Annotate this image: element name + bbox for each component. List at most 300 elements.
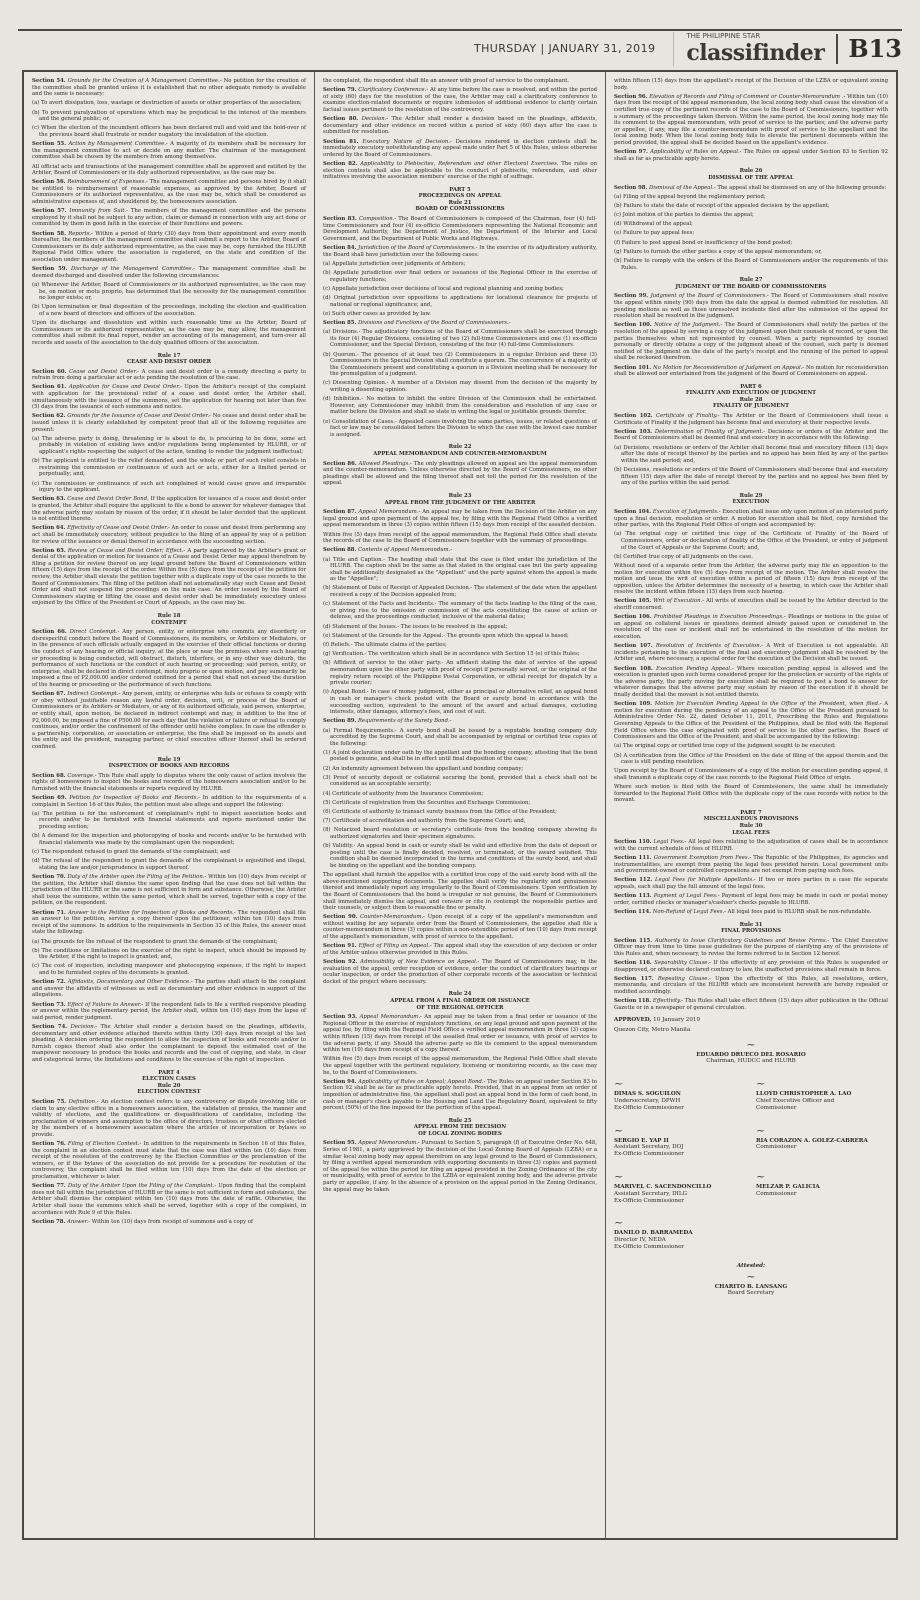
section-title: Motion for Execution Pending Appeal to the Office of the President, when filed.- [654, 701, 882, 708]
signature-mark: ~ [756, 1123, 766, 1137]
section-paragraph [614, 893, 888, 906]
issue-date: THURSDAY | JANUARY 31, 2019 [474, 42, 656, 55]
section-number: Section 61. [32, 384, 67, 391]
section-text: All legal fees paid to HLURB shall be non-refundable. [727, 908, 872, 915]
section-number: Section 86. [323, 460, 357, 467]
rule-heading: Rule 17 CEASE AND DESIST ORDER [126, 352, 212, 366]
section-number: Section 64. [32, 525, 66, 532]
section-title: Non-Refund of Legal Fees.- [652, 908, 726, 915]
section-text: If two or more parties in a case file separate appeals, each shall pay the full amount of the legal fees. [614, 877, 889, 890]
section-text: Pursuant to Section 5, paragraph (f) of Executive Order No. 648, Series of 1981, a party aggrieved by the decision of the Local Zoning Board of Appeals (LZBA) or a similar local zoning body may appeal therefrom on any legal ground to the Board of Commissioners, by filing a verified appeal memorandum with supporting documents in three (3) copies and payment of the appeal fee within the period for filing an appeal provided in the Zoning Ordinance of the city or municipality, with proof of service to the LZBA or equivalent zoning body, and the adverse private party or appellee, if any. In the absence of a provision on the appeal period in the Zoning Ordinance, the appeal may be taken [323, 1140, 597, 1193]
section-number: Section 67. [32, 691, 66, 698]
header-rule [18, 29, 902, 31]
section-paragraph [323, 161, 597, 181]
section-text: In addition to the requirements in Section 16 of this Rules, the complaint in an election contest must state that the case was filed within ten (10) days from receipt of the resolution of the controversy by the Election Committee or the proclamation of the winners, or if the bylaws of the association do not provide for a procedure for resolution of the controversy, the complaint shall be filed within ten (10) days from the date of the election or proclamation, whichever is later. [32, 1141, 307, 1181]
section-title: Duty of the Arbiter Upon the Filing of the Complaint.- [67, 1183, 217, 1190]
signatory-name: SERGIO E. YAP II [614, 1137, 669, 1144]
section-number: Section 98. [614, 184, 648, 191]
section-text: A cease and desist order is a remedy directing a party to refrain from doing a particular act or acts pending the resolution of the case. [32, 368, 306, 382]
section-title: Decision.- [70, 1024, 98, 1030]
section-title: Coverage.- [67, 772, 97, 779]
list-item: (a) Divisions.- The adjudicatory functions of the Board of Commissioners shall be exercised through its four (4) Regular Divisions, consisting of two (2) full-time Commissioners and one (1) ex-officio Commissioner, and the Special Division, consisting of the four (4) full-time Commissioners. [323, 329, 597, 349]
signatory-title: Commissioner [756, 1104, 797, 1111]
list-item: (f) Failure to post appeal bond or insufficiency of the bond posted; [614, 239, 793, 246]
section-text: The appeal shall stay the execution of any decision or order of the Arbiter unless otherwise provided in this Rules. [323, 943, 598, 956]
section-paragraph [323, 216, 597, 242]
section-title: Decision.- [361, 116, 389, 123]
section-paragraph [614, 909, 888, 916]
section-text: The Board of Commissioners shall notify the parties of the resolution of the appeal by serving a copy of the judgment upon their counsels of record, or upon the parties themselves when not represented by counsel. When a party represented by counsel personally or directly obtains a copy of the judgment ahead of the counsel, such party is deemed notified of the judgment on the date of the party's receipt and the running of the period to appeal shall be reckoned therefrom. [614, 322, 888, 362]
signatory-title: Chief Executive Officer and [756, 1098, 835, 1105]
section-number: Section 83. [323, 216, 357, 223]
paragraph: Where such motion is filed with the Board of Commissioners, the same shall be immediately forwarded to the Regional Field Office with the duplicate copy of the case records with notice to the movant. [614, 784, 888, 804]
list-item: (b) A demand for the inspection and photocopying of books and records and/or to be furnished with financial statements was made by the complainant upon the respondent; [32, 833, 306, 846]
section-text: Decisions or orders of the Arbiter and the Board of Commissioners shall be deemed final and executory in accordance with the following: [614, 428, 888, 442]
list-item: (e) Failure to pay appeal fees; [614, 230, 695, 237]
section-title: Legal Fees.- [653, 839, 687, 846]
section-text: An appeal may be taken from a final order or issuance of the Regional Officer in the exercise of regulatory functions, on any legal ground and upon payment of the appeal fee, by filing with the Regional Field Office a verified appeal memorandum in three (3) copies within fifteen (15) days from receipt of the assailed final order or issuance, with proof of service to the adverse party, if any. Should the adverse party so file its comment to the appeal memorandum within ten (10) days from receipt of a copy thereof. [323, 1014, 597, 1054]
signatory-title: Assistant Secretary, DOJ [614, 1144, 684, 1151]
section-paragraph [32, 369, 306, 382]
attestation-block [614, 1263, 888, 1297]
section-text: The management committee and persons hired by it shall be entitled to reimbursement of reasonable expenses, as approved by the Arbiter, Board of Commissioners or its authorized representative, as the case may be, which shall be considered as administrative expenses of, and shouldered by, the homeowners association. [32, 179, 307, 206]
section-paragraph [32, 413, 306, 433]
section-paragraph [323, 943, 597, 956]
section-paragraph [32, 208, 306, 228]
section-text: At any time before the case is resolved, and within the period of sixty (60) days for the resolution of the case, the Arbiter may call a clarificatory conference to examine election-related documents or require submission of additional evidence to clarify certain factual issues pertinent to the resolution of the controversy. [323, 87, 598, 113]
list-item: (b) A certification from the Office of the President on the date of filing of the appeal therein and the case is still pending resolution. [614, 752, 888, 766]
section-number: Section 80. [323, 116, 359, 123]
list-item: (g) Verification.- The verification which shall be in accordance with Section 15 (e) of this Rules; [323, 651, 580, 658]
section-text: Any person, entity, or enterprise who fails or refuses to comply with or obey without justifiable reason any lawful order, decision, writ, or process of the Board of Commissioners or its Arbiters or Mediators, or any of its authorized officials, said person, enterprise, or entity shall, upon motion, be declared in indirect contempt and may, in addition to the fine of P2,000.00, be imposed a fine of P500.00 for each day that the violation or failure or refusal to comply continues, and/or order the confinement of the offender until he/she complies. In case the offender is a partnership, corporation, or association or enterprise, the fine shall be imposed on its assets and the entity and the president, managing partner, or chief executive officer thereof shall be ordered confined. [32, 691, 307, 750]
list-item: (f) Reliefs.- The ultimate claims of the parties; [323, 642, 447, 648]
section-text: The Board of Commissioners shall resolve the appeal within ninety (90) days from the date the appeal is deemed submitted for resolution. All pending motions as well as those unresolved incidents filed after the submission of the appeal for resolution shall be resolved in the judgment. [614, 293, 888, 320]
section-paragraph [614, 149, 888, 162]
section-number: Section 72. [32, 979, 66, 986]
section-text: Pleadings or motions in the guise of an appeal on collateral issues or questions deemed already passed upon or considered in the resolution of the case or incident shall not be entertained in the resolution of the motion for execution. [614, 614, 889, 641]
list-item: (c) The respondent refused to grant the demands of the complainant; and [32, 849, 231, 855]
list-item: (e) Statement of the Grounds for the Appeal.- The grounds upon which the appeal is based; [323, 632, 569, 639]
signatory-name: EDUARDO DRUECO DEL ROSARIO [696, 1051, 806, 1058]
section-title: Appeal Memorandum.- [358, 509, 421, 516]
approved-label: APPROVED, [614, 1017, 652, 1024]
section-paragraph [323, 509, 597, 529]
section-number: Section 88. [323, 547, 357, 554]
signatory-title: Commissioner [756, 1190, 797, 1197]
section-number: Section 96. [614, 93, 648, 100]
section-number: Section 60. [32, 368, 67, 375]
section-title: Resolution of Incidents of Execution.- [655, 643, 764, 650]
section-number: Section 99. [614, 293, 649, 300]
list-item: (h) Failure to comply with the orders of the Board of Commissioners and/or the requirements of this Rules. [614, 258, 888, 271]
paragraph: All official acts and transactions of the management committee shall be approved and ratified by the Arbiter, Board of Commissioners or its duly authorized representative, as the case may be. [32, 163, 306, 177]
section-paragraph [323, 1140, 597, 1193]
section-title: Dismissal of the Appeal.- [649, 184, 716, 191]
paragraph: Upon its discharge and dissolution and within such reasonable time as the Arbiter, Board of Commissioners or its authorized representative, as the case may be, may allow, the management committee shall submit its final report, render an accounting of its management, and turn-over all records and assets of the association to the duly qualified officers of the association. [32, 320, 306, 346]
section-paragraph [323, 914, 597, 940]
legal-notice-box [22, 70, 898, 1540]
section-number: Section 79. [323, 87, 357, 94]
approval-block [614, 1017, 888, 1297]
signatory [614, 1170, 746, 1204]
section-text: An appeal may be taken from the Decision of the Arbiter on any legal ground and upon payment of the appeal fee, by filing with the Regional Field Office a verified appeal memorandum in three (3) copies within fifteen (15) days from receipt of the assailed decision. [323, 509, 598, 529]
rule-heading: Rule 18 CONTEMPT [151, 613, 187, 626]
rule-heading: Rule 29 EXECUTION [732, 492, 770, 506]
list-item: (d) The refusal of the respondent to grant the demands of the complainant is unjustified and illegal, stating the law and/or jurisprudence in support thereof. [32, 858, 306, 871]
list-item: (i) Appeal Bond.- In case of money judgment, either as principal or alternative relief, an appeal bond in cash or manager's check posted with the Board or surety bond in accordance with the succeeding section, equivalent to the amount of the award and actual damages, excluding interests, other damages, attorney's fees, and cost of suit. [323, 689, 597, 716]
signature-mark: ~ [756, 1077, 766, 1091]
section-number: Section 112. [614, 877, 653, 884]
section-text: A Writ of Execution is not appealable. All incidents pertaining to the execution of the final and executory judgment shall be resolved by the Arbiter and, where necessary, a special order for the execution of the Decision shall be issued. [614, 643, 888, 663]
section-text: A motion for execution during the pendency of an appeal to the Office of the President pursuant to Administrative Order No. 22, dated October 11, 2011, Prescribing the Rules and Regulations Governing Appeals to the Office of the President of the Philippines, shall be filed with the Regional Field Office where the case originated with proof of service to the other parties, the Board of Commissioners and the Office of the President, and shall be accompanied by the following: [614, 701, 889, 741]
section-title: No Motion for Reconsideration of Judgment on Appeal.- [653, 364, 805, 371]
rule-heading: Rule 25 APPEAL FROM THE DECISION OF LOCAL ZONING BODIES [413, 1117, 507, 1137]
section-number: Section 90. [323, 914, 358, 921]
section-number: Section 73. [32, 1001, 66, 1008]
section-paragraph [614, 855, 888, 875]
section-number: Section 71. [32, 909, 66, 916]
section-text: The Arbiter shall render a decision based on the pleadings, affidavits, documentary and other evidence attached thereto within thirty (30) days from receipt of the last pleading. A decision ordering the respondent to allow the inspection of books and records and/or to furnish copies thereof shall also order the complainant to deposit the estimated cost of the manpower necessary to produce the books and records and the cost of copying, and state, in clear and categorical terms, the limitations and conditions to the exercise of the right of inspection. [32, 1024, 307, 1063]
section-number: Section 76. [32, 1141, 66, 1148]
section-title: Elevation of Records and Filing of Comment or Counter-Memorandum .- [649, 93, 846, 100]
list-item: (6) Certificate of authority to transact surety business from the Office of the President; [323, 809, 557, 815]
section-text: All writs of execution shall be issued by the Arbiter directed to the sheriff concerned. [614, 598, 889, 612]
signatory-title: Undersecretary, DPWH [614, 1098, 681, 1105]
section-number: Section 65. [32, 547, 66, 554]
section-text: No cease and desist order shall be issued unless it is clearly established by competent proof that all of the following requisites are present: [32, 413, 307, 433]
section-text: No motion for reconsideration shall be allowed nor entertained from the judgment of the Board of Commissioners on appeal. [614, 364, 888, 378]
section-number: Section 58. [32, 230, 66, 237]
section-number: Section 114. [614, 908, 652, 915]
section-text: The Chief Executive Officer may from time to time issue guidelines for the purpose of clarifying any of the provisions of this Rules and, when necessary, to revise the forms referred to in Section 12 hereof. [614, 937, 888, 957]
paragraph: within fifteen (15) days from the appellant's receipt of the Decision of the LZBA or equivalent zoning body. [614, 78, 888, 91]
paragraph: the complaint, the respondent shall file an answer with proof of service to the complainant. [323, 78, 570, 84]
section-text: The Board of Commissioners is composed of the Chairman, four (4) full-time Commissioners and four (4) ex-officio Commissioners representing the National Economic and Development Authority, the Department of Justice, the Department of the Interior and Local Government, and the Department of Public Works and Highways. [323, 216, 597, 242]
section-title: Answer.- [67, 1218, 91, 1225]
section-title: Effectivity of Cease and Desist Order.- [67, 525, 170, 532]
section-number: Section 85. [323, 319, 357, 326]
section-paragraph [614, 839, 888, 852]
section-paragraph [323, 959, 597, 985]
section-paragraph [323, 1014, 597, 1054]
section-text: The Board of Commissioners may, in the evaluation of the appeal, order reception of evidence, order the conduct of clarificatory hearings or ocular inspection, or order the production of other corporate records of the association or technical docket of the project where necessary. [323, 959, 598, 985]
section-title: Petition for Inspection of Books and Records.- [69, 795, 200, 802]
section-title: Grounds for the Issuance of Cease and Desist Order.- [67, 413, 211, 420]
section-title: Allowed Pleadings.- [358, 460, 412, 467]
list-item: (c) The commission or continuance of such act complained of would cause grave and irreparable injury to the applicant. [32, 480, 306, 494]
section-text: In the exercise of its adjudicatory authority, the Board shall have jurisdiction over the following cases: [323, 245, 597, 258]
rule-heading: Rule 24 APPEAL FROM A FINAL ORDER OR ISSUANCE OF THE REGIONAL OFFICER [390, 991, 530, 1011]
section-name: classifinder [686, 40, 825, 66]
section-title: Applicability of Rules on Appeal.- [650, 149, 742, 156]
section-title: Authority to Issue Clarificatory Guidelines and Revise Forms.- [654, 937, 830, 944]
section-paragraph [32, 141, 306, 161]
paragraph: Within five (5) days from receipt of the appeal memorandum, the Regional Field Office shall elevate the records of the case to the Board of Commissioners together with the summary of proceedings. [323, 531, 597, 545]
section-title: Prohibited Pleadings in Execution Proceedings.- [653, 614, 786, 621]
section-paragraph [32, 266, 306, 279]
list-item: (c) When the election of the incumbent officers has been declared null and void and the hold-over of the previous board shall frustrate or render nugatory the invalidation of the election. [32, 125, 306, 138]
section-text: Upon the Arbiter's receipt of the complaint with application for the provisional relief of a cease and desist order, the Arbiter shall, simultaneously with the issuance of the summons, set the application for hearing not later than five (5) days from the issuance of such summons and notice. [32, 384, 307, 411]
section-number: Section 105. [614, 598, 652, 605]
signature-mark: ~ [614, 1123, 624, 1137]
list-item: (d) Inhibition.- No motion to inhibit the entire Division of the Commission shall be entertained. However, any Commissioner may inhibit from the consideration and resolution of any case or matter before the Division and shall so state in writing the legal or justifiable grounds therefor. [323, 396, 597, 416]
section-number: Section 107. [614, 643, 653, 650]
list-item: (b) Validity.- An appeal bond in cash or surety shall be valid and effective from the date of deposit or posting until the case is finally decided, resolved, or terminated, or the award satisfied. This condition shall be deemed incorporated in the terms and conditions of the surety bond, and shall be binding on the appellant and the bonding company. [323, 843, 597, 869]
section-number: Section 106. [614, 614, 652, 621]
section-text: Upon receipt of a copy of the appellant's memorandum and without waiting for any separate order from the Board of Commissioners, the appellee shall file a counter-memorandum in three (3) copies within a non-extendible period of ten (10) days from receipt of the appellant's memorandum, with proof of service to the appellant. [323, 914, 598, 941]
signatory [756, 1170, 888, 1204]
signature-mark: ~ [746, 1037, 756, 1051]
section-text: Execution shall issue only upon motion of an interested party upon a final decision, resolution or order. A motion for execution shall be filed, copy furnished the other parties, with the Regional Field Office of origin and accompanied by: [614, 508, 888, 529]
section-text: The appeal shall be dismissed on any of the following grounds: [717, 184, 887, 191]
rule-heading: Rule 26 DISMISSAL OF THE APPEAL [708, 168, 794, 181]
section-title: Duty of the Arbiter upon the Filing of the Petition.- [67, 873, 207, 880]
section-title: Affidavits, Documentary and Other Evidence.- [67, 979, 193, 986]
list-item: (b) Failure to state the date of receipt of the appealed decision by the appellant; [614, 202, 830, 209]
section-number: Section 68. [32, 772, 66, 779]
signatory-title: Commissioner [756, 1144, 797, 1151]
list-item: (5) Certificate of registration from the Securities and Exchange Commission; [323, 799, 531, 806]
signature-mark: ~ [756, 1170, 766, 1183]
section-text: The Arbiter or the Board of Commissioners shall issue a Certificate of Finality if the judgment has become final and executory at their respective levels. [614, 413, 889, 426]
list-item: (3) Proof of security deposit or collateral securing the bond, provided that a check shall not be considered as an acceptable security; [323, 774, 597, 788]
section-title: Answer to the Petition for Inspection of Books and Records.- [68, 909, 236, 916]
signature-mark: ~ [614, 1077, 624, 1091]
attested-label: Attested: [736, 1262, 766, 1269]
section-title: Effect of Filing an Appeal.- [358, 943, 432, 950]
section-number: Section 55. [32, 141, 67, 148]
list-item: (e) Such other cases as provided by law. [323, 310, 431, 317]
rule-heading: Rule 31 FINAL PROVISIONS [721, 921, 781, 935]
section-title: Grounds for the Creation of A Management Committee.- [67, 78, 222, 84]
list-item: (b) Upon termination or final disposition of the proceedings, including the election and qualification of a new board of directors and officers of the association. [32, 304, 306, 317]
section-title: Action by Management Committee.- [68, 141, 168, 148]
section-title: Applicability to Plebiscites, Referendum and other Electoral Exercises. [360, 160, 559, 167]
signatory-name: LLOYD CHRISTOPHER A. LAO [756, 1091, 852, 1098]
secretary-name: CHARITO B. LANSANG [714, 1283, 788, 1290]
section-paragraph [32, 874, 306, 907]
section-number: Section 87. [323, 509, 357, 516]
section-title: Indirect Contempt.- [67, 691, 121, 698]
section-number: Section 115. [614, 937, 653, 944]
section-paragraph [32, 496, 306, 522]
list-item: (a) The original copy or certified true copy of the judgment sought to be executed; [614, 743, 836, 750]
section-text: If the application for issuance of a cease and desist order is granted, the Arbiter shall require the applicant to file a bond to answer for whatever damages that the adverse party may sustain by reason of the order, if it should be later decided that the applicant is not entitled thereto. [32, 496, 307, 523]
section-title: Review of Cease and Desist Order; Effect.- [67, 547, 186, 554]
section-title: Cease and Desist Order.- [69, 368, 139, 375]
signatory [614, 1077, 746, 1111]
section-number: Section 104. [614, 508, 652, 515]
section-text: The management committee shall be deemed discharged and dissolved under the following circumstances: [32, 266, 307, 279]
section-paragraph [32, 78, 306, 98]
list-item: (a) The original copy or certified true copy of the Certificate of Finality of the Board of Commissioners, order or declaration of finality of the Office of the President, or entry of judgment of the Court of Appeals or the Supreme Court; and, [614, 531, 888, 551]
list-item: (c) Dissenting Opinion.- A member of a Division may dissent from the decision of the majority by writing a dissenting opinion. [323, 380, 597, 394]
list-item: (7) Certificate of accreditation and authority from the Supreme Court; and, [323, 818, 526, 825]
section-paragraph [614, 413, 888, 426]
section-title: Application for Cease and Desist Order.- [68, 384, 182, 391]
section-paragraph [614, 293, 888, 319]
section-number: Section 101. [614, 364, 652, 371]
section-number: Section 57. [32, 208, 67, 215]
section-title: Contents of Appeal Memorandum.- [358, 547, 453, 554]
section-title: Legal Fees for Multiple Appellants.- [654, 877, 756, 884]
section-text: This Rule shall apply to disputes where the only cause of action involves the rights of homeowners to inspect the books and records of the homeowners association and/or to be furnished with the financial statements or reports required by HLURB. [32, 772, 306, 792]
list-item: (e) Consolidation of Cases.- Appealed cases involving the same parties, issues, or related questions of fact or law may be consolidated before the Division to which the case with the lowest case number is assigned. [323, 418, 597, 438]
rule-heading: PART 5 PROCEEDINGS ON APPEAL Rule 21 BOARD OF COMMISSIONERS [415, 186, 505, 213]
list-item: (g) Failure to furnish the other parties a copy of the appeal memorandum; or, [614, 248, 822, 255]
section-title: Execution Pending Appeal.- [656, 665, 734, 672]
section-paragraph [32, 691, 306, 750]
section-paragraph [32, 629, 306, 688]
section-title: Composition.- [358, 216, 397, 223]
section-title: Appeal Memorandum.- [359, 1014, 422, 1021]
list-item: (b) Certified true copy of all judgments on the case. [614, 553, 753, 560]
section-paragraph [323, 139, 597, 159]
section-text: No petition for the creation of the committee shall be granted unless it is established that no other adequate remedy is available and the same is necessary: [32, 78, 307, 98]
section-number: Section 82. [323, 160, 358, 167]
section-text: Upon the effectivity of this Rules, all resolutions, orders, memoranda, and circulars of the HLURB which are inconsistent herewith are hereby repealed or modified accordingly. [614, 975, 889, 996]
section-text: Within ten (10) days from receipt of summons and a copy of [91, 1218, 253, 1225]
rule-heading: Rule 19 INSPECTION OF BOOKS AND RECORDS [108, 756, 230, 770]
section-text: If the effectivity of any provision of this Rules is suspended or disapproved, or otherwise declared contrary to law, the unaffected provisions shall remain in force. [614, 960, 888, 973]
section-text: The respondent shall file an answer to the petition, serving a copy thereof upon the petitioner, within ten (10) days from receipt of the summons. In addition to the requirements in Section 33 of this Rules, the answer must state the following: [32, 909, 307, 936]
section-title: Immunity from Suit.- [69, 208, 129, 215]
list-item: (c) The cost of inspection, including manpower and photocopying expenses, if the right to inspect and to be furnished copies of the documents is granted. [32, 963, 306, 977]
section-number: Section 59. [32, 266, 68, 273]
rule-heading: Rule 23 APPEAL FROM THE JUDGMENT OF THE ARBITER [384, 492, 536, 506]
list-item: (a) Whenever the Arbiter, Board of Commissioners or its authorized representative, as the case may be, on motion or motu proprio, has determined that the necessity for the management committee no longer exists; or, [32, 281, 306, 302]
section-paragraph [32, 1099, 306, 1139]
section-title: Direct Contempt.- [69, 629, 120, 636]
section-paragraph [32, 1024, 306, 1064]
section-text: Decisions rendered in election contests shall be immediately executory notwithstanding any appeal made under Part 5 of this Rules, unless otherwise ordered by the Board of Commissioners. [323, 138, 598, 158]
section-paragraph [323, 1079, 597, 1112]
section-number: Section 93. [323, 1014, 358, 1021]
list-item: (b) The applicant is entitled to the relief demanded, and the whole or part of such relief consists in restraining the commission or continuance of such act or acts, either for a limited period or perpetually; and, [32, 458, 306, 478]
section-number: Section 110. [614, 839, 652, 846]
approval-place: Quezon City, Metro Manila [614, 1026, 691, 1033]
column-1 [24, 72, 314, 1538]
section-title: Appeal Memorandum.- [358, 1140, 420, 1147]
section-paragraph [32, 1183, 306, 1216]
section-number: Section 95. [323, 1140, 357, 1147]
section-number: Section 62. [32, 413, 66, 420]
section-paragraph [32, 384, 306, 410]
section-paragraph [32, 231, 306, 264]
section-text: Within ten (10) days from the receipt of the appeal memorandum, the local zoning body shall cause the elevation of a certified true copy of the pertinent records of the case to the Board of Commissioners, together with a summary of the proceedings taken thereon. Within the same period, the local zoning body may file its comment to the appeal memorandum, with proof of service to the parties; and the adverse party or appellee, if any, may file a counter-memorandum with proof of service to the appellant and the local zoning body. When the local zoning body fails to elevate the pertinent documents within the period provided, the appeal shall be decided based on the appellant's evidence. [614, 93, 888, 146]
section-title: Admissibility of New Evidence on Appeal.- [360, 959, 480, 966]
section-number: Section 118. [614, 998, 652, 1005]
list-item: (4) Certificate of authority from the Insurance Commission; [323, 790, 484, 797]
section-paragraph [323, 320, 597, 327]
section-paragraph [323, 116, 597, 136]
list-item: (c) Appellate jurisdiction over decisions of local and regional planning and zoning bodies; [323, 285, 564, 292]
column-3 [605, 72, 896, 1538]
section-paragraph [614, 94, 888, 147]
list-item: (a) The grounds for the refusal of the respondent to grant the demands of the complainant; [32, 938, 278, 945]
paragraph: Within five (5) days from receipt of the appeal memorandum, the Regional Field Office shall elevate the appeal together with the pertinent regulatory, licensing or monitoring records, as the case may be, to the Board of Commissioners. [323, 1056, 597, 1076]
section-number: Section 66. [32, 629, 67, 636]
section-paragraph [32, 179, 306, 205]
section-text: If the respondent fails to file a verified responsive pleading or answer within the reglementary period, the Arbiter shall, within ten (10) days from the lapse of said period, render judgment. [32, 1001, 306, 1021]
list-item: (d) Statement of the Issues.- The issues to be resolved in the appeal; [323, 623, 508, 630]
signatory-title: Director IV, NEDA [614, 1237, 666, 1244]
chair-signature-block [614, 1038, 888, 1066]
section-paragraph [614, 877, 888, 890]
section-paragraph [614, 643, 888, 663]
section-number: Section 108. [614, 665, 653, 672]
signatory [614, 1216, 746, 1250]
section-number: Section 74. [32, 1024, 68, 1030]
section-text: A majority of its members shall be necessary for the management committee to act or decide on any matter. The chairman of the management committee shall be chosen by the members from among themselves. [32, 141, 306, 161]
list-item: (b) The conditions or limitations on the exercise of the right to inspect, which should be imposed by the Arbiter, if the right to inspect is granted; and, [32, 947, 306, 961]
signatory-title: Ex-Officio Commissioner [614, 1243, 684, 1250]
section-paragraph [32, 548, 306, 607]
signature-mark: ~ [614, 1170, 624, 1183]
section-title: Definition.- [68, 1098, 99, 1105]
section-number: Section 102. [614, 413, 653, 420]
rule-heading: Rule 22 APPEAL MEMORANDUM AND COUNTER-MEMORANDUM [373, 444, 547, 457]
section-paragraph [614, 666, 888, 699]
signatory-name: MARIVEL C. SACENDONCILLO [614, 1184, 712, 1190]
section-number: Section 54. [32, 78, 66, 84]
list-item: (a) To avert dissipation, loss, wastage or destruction of assets or other properties of the association; [32, 100, 302, 107]
list-item: (a) Appellate jurisdiction over judgments of Arbiters; [323, 260, 466, 267]
section-title: Discharge of the Management Committee.- [70, 266, 196, 273]
section-paragraph [614, 598, 888, 611]
section-title: Repealing Clause.- [657, 975, 711, 982]
list-item: (c) Statement of the Facts and Incidents.- The summary of the facts leading to the filing of the case, or giving rise to the omission or commission of the acts constituting the cause of action or defense, and the proceedings conducted, inclusive of the material dates; [323, 601, 597, 621]
list-item: (b) Decisions, resolutions or orders of the Board of Commissioners shall become final and executory fifteen (15) days after the date of receipt thereof by the parties and no appeal has been filed by any of the parties within the said period. [614, 467, 888, 487]
section-number: Section 56. [32, 179, 66, 186]
section-paragraph [614, 938, 888, 958]
signatory-title: Chairman, HUDCC and HLURB [706, 1058, 796, 1065]
section-number: Section 113. [614, 893, 652, 900]
section-text: The rules on election contests shall also be applicable to the conduct of plebiscite, referendum, and other initiatives involving the association members' exercise of the right of suffrage. [323, 160, 597, 181]
section-title: Executory Nature of Decision.- [362, 138, 452, 145]
list-item: (b) Quorum.- The presence of at least two (2) Commissioners in a regular Division and three (3) Commissioners in the Special Division shall constitute a quorum. The concurrence of a majority of the Commissioners present and constituting a quorum in a Division meeting shall be necessary for the promulgation of a judgment. [323, 351, 597, 378]
signatory-name: MELZAR P. GALICIA [756, 1184, 820, 1190]
list-item: (a) Title and Caption.- The heading shall state that the case is filed under the jurisdiction of the HLURB. The caption shall be the same as that stated in the original case but the party appealing shall be additionally designated as the "Appellant" and the party against whom the appeal is made as the "Appellee"; [323, 556, 597, 583]
signatory [756, 1124, 888, 1158]
list-item: (a) Decisions, resolutions or orders of the Arbiter shall become final and executory fifteen (15) days after the date of receipt thereof by the parties and no appeal has been filed by any of the parties within the said period; and, [614, 444, 888, 464]
section-paragraph [614, 322, 888, 362]
section-paragraph [32, 1219, 306, 1226]
section-paragraph [32, 1141, 306, 1181]
section-number: Section 117. [614, 975, 654, 982]
section-title: Requirements of the Surety Bond.- [358, 718, 452, 725]
section-title: Effect of Failure to Answer.- [67, 1001, 144, 1008]
section-text: Within ten (10) days from receipt of the petition, the Arbiter shall dismiss the same upon finding that the case does not fall within the jurisdiction of the HLURB or the same is not sufficient in form and substance. Otherwise, the Arbiter shall issue the summons, within the same period, which shall be served, together with a copy of the petition, on the respondent. [32, 873, 306, 907]
section-title: Applicability of Rules on Appeal; Appeal Bond.- [358, 1078, 486, 1085]
section-text: The Arbiter shall render a decision based on the pleadings, affidavits, documentary and other evidence on record within a period of sixty (60) days after the case is submitted for resolution. [323, 116, 598, 136]
masthead [474, 32, 902, 66]
section-number: Section 77. [32, 1183, 66, 1190]
rule-heading: PART 6 FINALITY AND EXECUTION OF JUDGMENT Rule 28 FINALITY OF JUDGMENT [685, 383, 817, 410]
section-paragraph [614, 701, 888, 741]
column-2 [314, 72, 605, 1538]
signature-mark: ~ [746, 1269, 756, 1283]
section-number: Section 111. [614, 855, 652, 861]
paragraph: Upon receipt by the Board of Commissioners of a copy of the motion for execution pending appeal, it shall transmit a duplicate copy of the case records to the Regional Field Office of origin. [614, 768, 888, 781]
section-title: Reports.- [68, 230, 93, 237]
section-number: Section 69. [32, 795, 67, 802]
section-paragraph [32, 979, 306, 999]
section-title: Payment of Legal Fees.- [653, 893, 720, 900]
section-paragraph [32, 773, 306, 793]
rule-heading: Rule 27 JUDGMENT OF THE BOARD OF COMMISSIONERS [675, 277, 827, 290]
section-text: Payment of legal fees may be made in cash or postal money order, certified checks or manager's/cashier's checks payable to HLURB. [614, 893, 888, 906]
